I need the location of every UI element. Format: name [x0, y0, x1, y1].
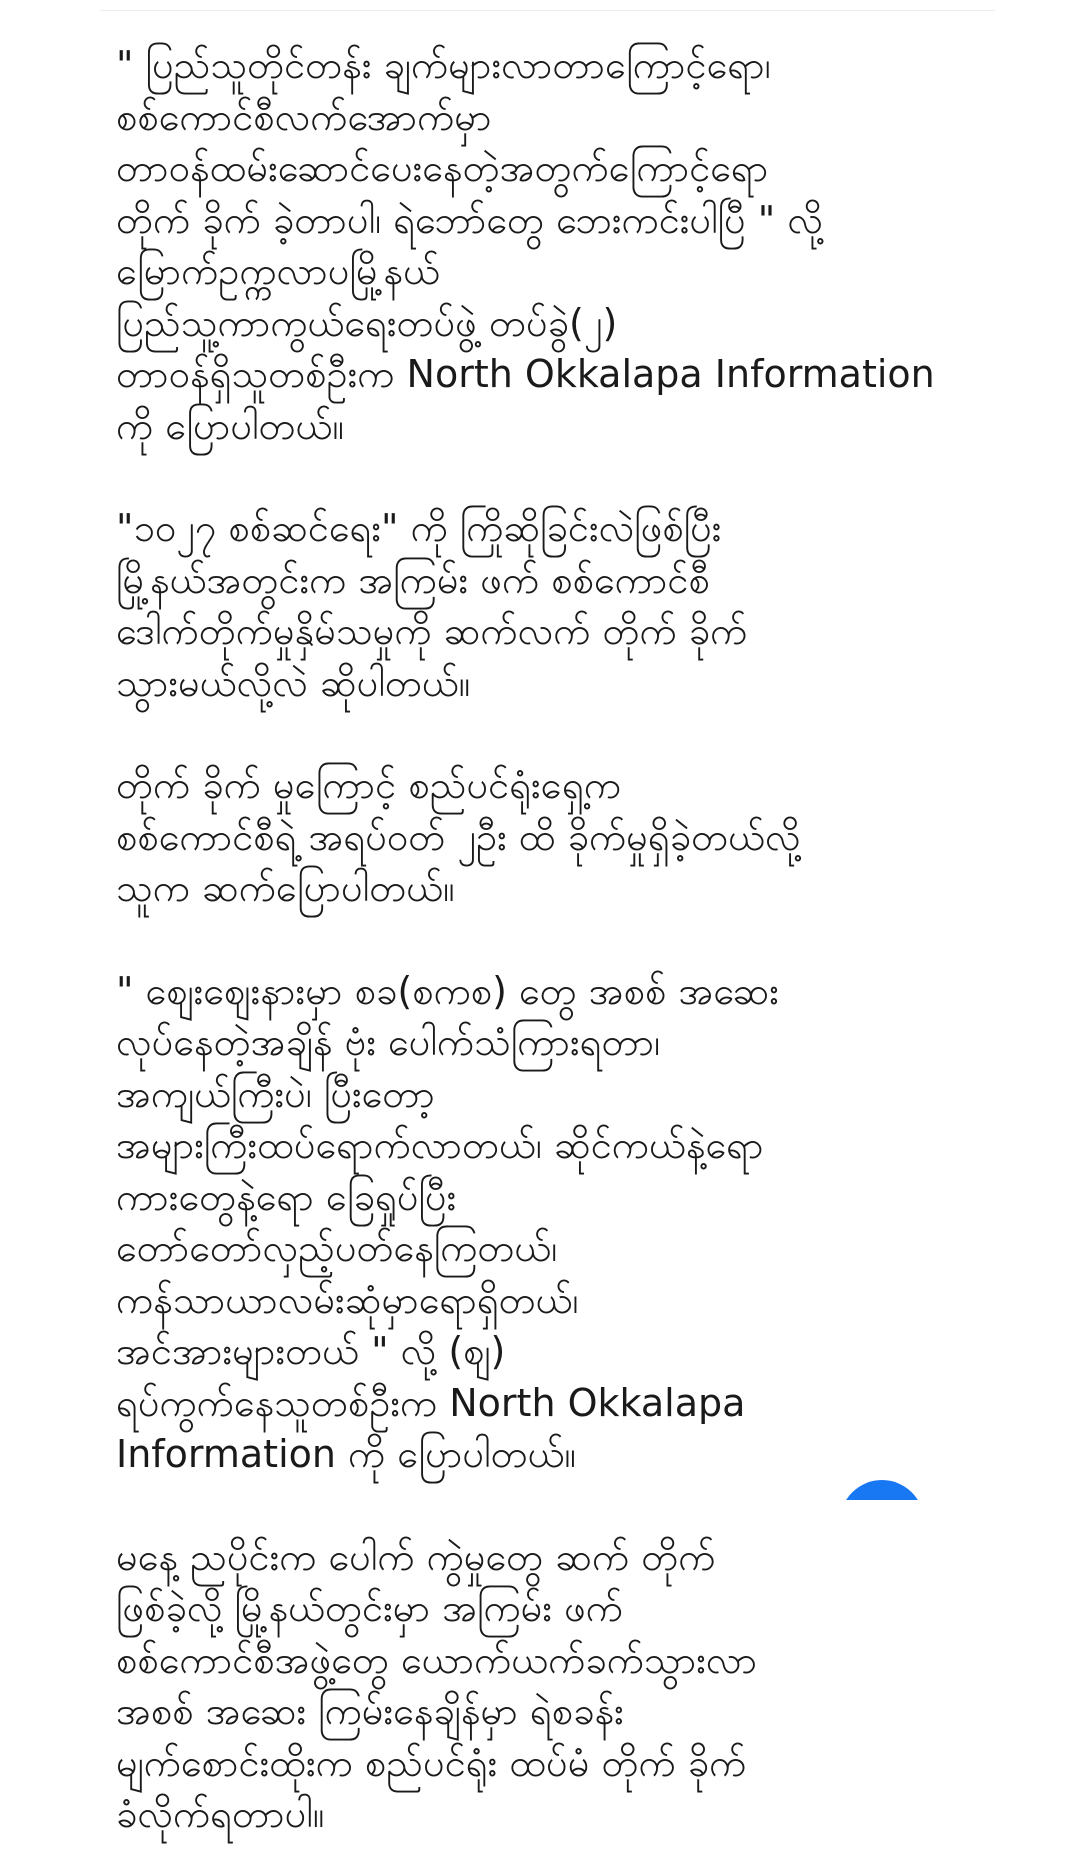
text-line: မနေ့ ညပိုင်းက ပေါက် ကွဲမှုတွေ ဆက် တိုက် [116, 1534, 716, 1579]
text-line: သွားမယ်လို့လဲ ဆိုပါတယ်။ [116, 660, 471, 705]
article-body [116, 40, 986, 1841]
floating-button-circle [840, 1480, 924, 1500]
text-line: " ပြည်သူတိုင်တန်း ချက်များလာတာကြောင့်ရော၊ [116, 43, 771, 87]
floating-action-button[interactable] [840, 1480, 924, 1500]
text-line: တိုက် ခိုက် မှုကြောင့် စည်ပင်ရုံးရှေ့က [116, 763, 622, 807]
text-line: မြို့နယ်အတွင်းက အကြမ်း ဖက် စစ်ကောင်စီ [116, 557, 710, 602]
text-line: ဖြစ်ခဲ့လို့ မြို့နယ်တွင်းမှာ အကြမ်း ဖက် [116, 1586, 623, 1630]
text-line: " စျေးဈေးနားမှာ စခ(စကစ) တွေ အစစ် အဆေး [116, 968, 779, 1013]
text-line: အစစ် အဆေး ကြမ်းနေချိန်မှာ ရဲစခန်း [116, 1689, 624, 1733]
text-line: ကို ပြောပါတယ်။ [116, 403, 344, 448]
text-line: သူက ဆက်ပြောပါတယ်။ [116, 866, 455, 910]
paragraph-4 [116, 966, 986, 1481]
text-line: အင်အားများတယ် " လို့ (စျ) [116, 1329, 506, 1373]
text-line: ပြည်သူ့ကာကွယ်ရေးတပ်ဖွဲ့ တပ်ခွဲ(၂) [116, 300, 618, 345]
text-line: မျက်စောင်းထိုးက စည်ပင်ရုံး ထပ်မံ တိုက် ခိုက် [116, 1740, 747, 1785]
text-line: တော်တော်လှည့်ပတ်နေကြတယ်၊ [116, 1226, 558, 1270]
text-line: ကန်သာယာလမ်းဆုံမှာရောရှိတယ်၊ [116, 1277, 579, 1322]
text-line: "၁၀၂၇ စစ်ဆင်ရေး" ကို ကြိုဆိုခြင်းလဲဖြစ်ပြီး [116, 506, 722, 550]
text-line: စစ်ကောင်စီလက်အောက်မှာ [116, 94, 492, 139]
text-line: တိုက် ခိုက် ခဲ့တာပါ၊ ရဲဘော်တွေ ဘေးကင်းပါပြီ " လို့ [116, 197, 823, 242]
text-line: လုပ်နေတဲ့အချိန် ဗုံး ပေါက်သံကြားရတာ၊ [116, 1020, 661, 1064]
text-line: အကျယ်ကြီးပဲ၊ ပြီးတော့ [116, 1071, 435, 1116]
text-line: တာဝန်ထမ်းဆောင်ပေးနေတဲ့အတွက်ကြောင့်ရော [116, 146, 769, 190]
paragraph-5 [116, 1532, 986, 1841]
text-line: စစ်ကောင်စီရဲ့ အရပ်ဝတ် ၂ဦး ထိ ခိုက်မှုရှိခဲ့တယ်လို့ [116, 814, 801, 859]
paragraph-1 [116, 40, 986, 452]
paragraph-spacer [116, 709, 986, 760]
text-line: အများကြီးထပ်ရောက်လာတယ်၊ ဆိုင်ကယ်နဲ့ရော [116, 1123, 764, 1167]
top-divider [100, 10, 995, 11]
text-line: Information ကို ပြောပါတယ်။ [116, 1432, 576, 1476]
paragraph-2 [116, 503, 986, 709]
text-line: မြောက်ဥက္ကလာပမြို့နယ် [116, 249, 440, 293]
text-line: တာဝန်ရှိသူတစ်ဦးက North Okkalapa Information [116, 352, 935, 396]
paragraph-spacer [116, 452, 986, 503]
text-line: ရပ်ကွက်နေသူတစ်ဦးက North Okkalapa [116, 1380, 746, 1425]
text-line: ကားတွေနဲ့ရော ခြေရှုပ်ပြီး [116, 1174, 457, 1219]
text-line: စစ်ကောင်စီအဖွဲ့တွေ ယောက်ယက်ခက်သွားလာ [116, 1637, 758, 1682]
paragraph-3 [116, 760, 986, 915]
text-line: ဒေါက်တိုက်မှုနှိမ်သမှုကို ဆက်လက် တိုက် ခိုက် [116, 609, 748, 653]
paragraph-spacer [116, 915, 986, 966]
text-line: ခံလိုက်ရတာပါ။ [116, 1792, 325, 1836]
